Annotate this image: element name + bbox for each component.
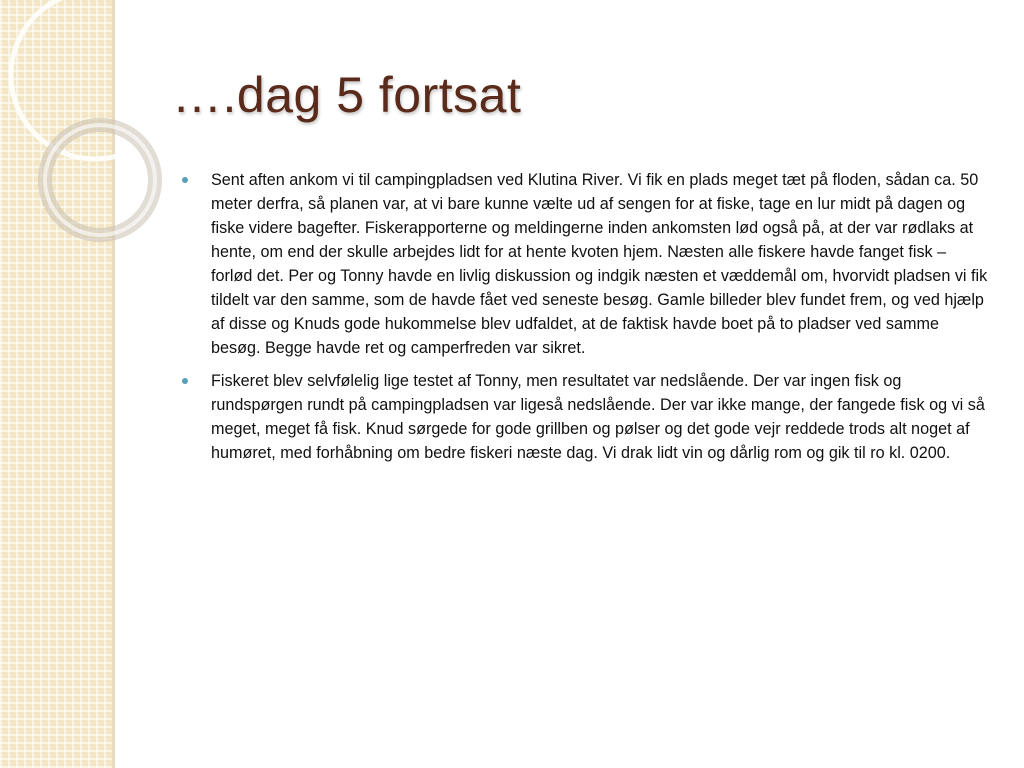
bullet-list bbox=[182, 168, 992, 474]
bullet-dot-icon bbox=[182, 177, 188, 183]
decorative-ring-large bbox=[11, 0, 179, 159]
bullet-item bbox=[182, 369, 992, 465]
bullet-text: Fiskeret blev selvfølelig lige testet af Tonny, men resultatet var nedslående. Der var ingen fisk og rundspørgen rundt på campingpladsen var ligeså nedslående. Der var ikke mange, der fangede fisk og vi så meget, meget få fisk. Knud sørgede for gode grillben og pølser og det gode vejr reddede trods alt noget af humøret, med forhåbning om bedre fiskeri næste dag. Vi drak lidt vin og dårlig rom og gik til ro kl. 0200. bbox=[211, 372, 985, 462]
slide-title: ….dag 5 fortsat bbox=[172, 67, 522, 123]
decorative-ring-small-highlight bbox=[45, 125, 155, 235]
decorative-rings bbox=[0, 0, 200, 300]
bullet-item bbox=[182, 168, 992, 360]
bullet-dot-icon bbox=[182, 378, 188, 384]
bullet-text: Sent aften ankom vi til campingpladsen ved Klutina River. Vi fik en plads meget tæt på floden, sådan ca. 50 meter derfra, så planen var, at vi bare kunne vælte ud af sengen for at fiske, tage en lur midt på dagen og fiske videre bagefter. Fiskerapporterne og meldingerne inden ankomsten lød også på, at der var rødlaks at hente, om end der skulle arbejdes lidt for at hente kvoten hjem. Næsten alle fiskere havde fanget fisk – forlød det. Per og Tonny havde en livlig diskussion og indgik næsten et væddemål om, hvorvidt pladsen vi fik tildelt var den samme, som de havde fået ved seneste besøg. Gamle billeder blev fundet frem, og ved hjælp af disse og Knuds gode hukommelse blev udfaldet, at de faktisk havde boet på to pladser ved samme besøg. Begge havde ret og camperfreden var sikret. bbox=[211, 171, 988, 357]
